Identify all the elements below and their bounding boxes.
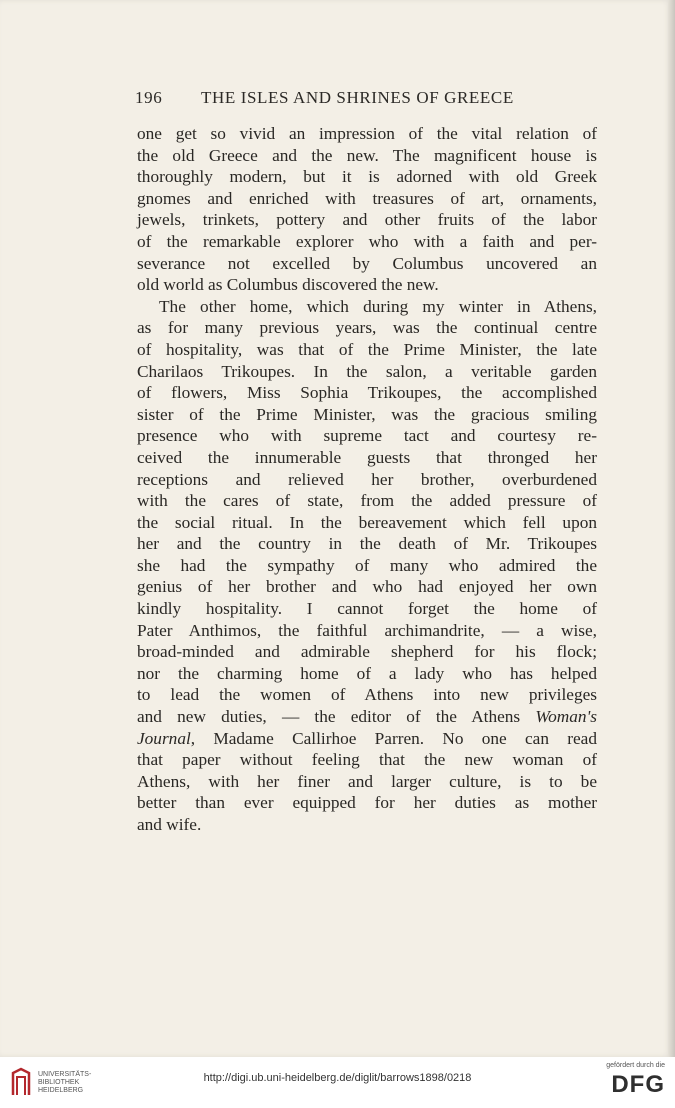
text-line: gnomes and enriched with treasures of art, ornaments,: [137, 188, 597, 208]
text-line: the social ritual. In the bereavement which fell upon: [137, 512, 597, 532]
text-line: ceived the innumerable guests that thronged her: [137, 447, 597, 467]
text-line: she had the sympathy of many who admired the: [137, 555, 597, 575]
library-line: UNIVERSITÄTS-: [38, 1071, 92, 1078]
source-url-link[interactable]: http://digi.ub.uni-heidelberg.de/diglit/barrows1898/0218: [203, 1072, 472, 1084]
text-line: jewels, trinkets, pottery and other fruits of the labor: [137, 210, 597, 230]
text-line: of flowers, Miss Sophia Trikoupes, the accomplished: [137, 383, 597, 403]
text-line: Charilaos Trikoupes. In the salon, a veritable garden: [137, 361, 597, 381]
running-head: [135, 88, 595, 108]
text-line: severance not excelled by Columbus uncovered an: [137, 253, 597, 273]
dfg-logo: DFG: [611, 1071, 665, 1098]
page-edge: [668, 0, 675, 1057]
text-line: broad-minded and admirable shepherd for his flock;: [137, 642, 597, 662]
sponsor-note: gefördert durch die: [606, 1062, 665, 1069]
text-line: with the cares of state, from the added pressure of: [137, 491, 597, 511]
italic-title: Journal: [137, 728, 191, 748]
text-run: and new duties, — the editor of the Athens: [137, 707, 536, 727]
text-line: one get so vivid an impression of the vital relation of: [137, 124, 597, 143]
text-line: to lead the women of Athens into new privileges: [137, 685, 597, 705]
text-line: kindly hospitality. I cannot forget the home of: [137, 599, 597, 619]
page-number: 196: [135, 88, 163, 107]
text-line: Athens, with her finer and larger culture, is to be: [137, 771, 597, 791]
text-line: [137, 728, 597, 750]
running-title: THE ISLES AND SHRINES OF GREECE: [201, 88, 514, 107]
italic-title: Woman's: [535, 707, 597, 727]
text-line: sister of the Prime Minister, was the gracious smiling: [137, 404, 597, 424]
text-line: of the remarkable explorer who with a faith and per-: [137, 231, 597, 251]
text-line: nor the charming home of a lady who has helped: [137, 663, 597, 683]
text-line: that paper without feeling that the new woman of: [137, 750, 597, 770]
text-line: The other home, which during my winter in Athens,: [159, 296, 597, 316]
text-line: as for many previous years, was the continual centre: [137, 318, 597, 338]
text-line: old world as Columbus discovered the new.: [137, 275, 439, 295]
text-run: , Madame Callirhoe Parren. No one can read: [190, 728, 597, 748]
text-line: better than ever equipped for her duties as mother: [137, 793, 597, 813]
text-line: presence who with supreme tact and courtesy re-: [137, 426, 597, 446]
library-logo[interactable]: [8, 1065, 98, 1101]
library-line: BIBLIOTHEK: [38, 1079, 80, 1086]
text-line: her and the country in the death of Mr. Trikoupes: [137, 534, 597, 554]
viewer-footer: [0, 1057, 675, 1108]
text-line: receptions and relieved her brother, overburdened: [137, 469, 597, 489]
text-line: Pater Anthimos, the faithful archimandrite, — a wise,: [137, 620, 597, 640]
text-line: thoroughly modern, but it is adorned with old Greek: [137, 167, 597, 187]
text-line: of hospitality, was that of the Prime Minister, the late: [137, 339, 597, 359]
library-seal-icon: [8, 1067, 34, 1097]
body-text: [137, 123, 597, 836]
sponsor-logo[interactable]: [585, 1062, 665, 1099]
text-line: genius of her brother and who had enjoyed her own: [137, 577, 597, 597]
text-line: [137, 706, 597, 728]
text-line: the old Greece and the new. The magnificent house is: [137, 145, 597, 165]
text-line: and wife.: [137, 815, 202, 834]
library-line: HEIDELBERG: [38, 1087, 84, 1094]
